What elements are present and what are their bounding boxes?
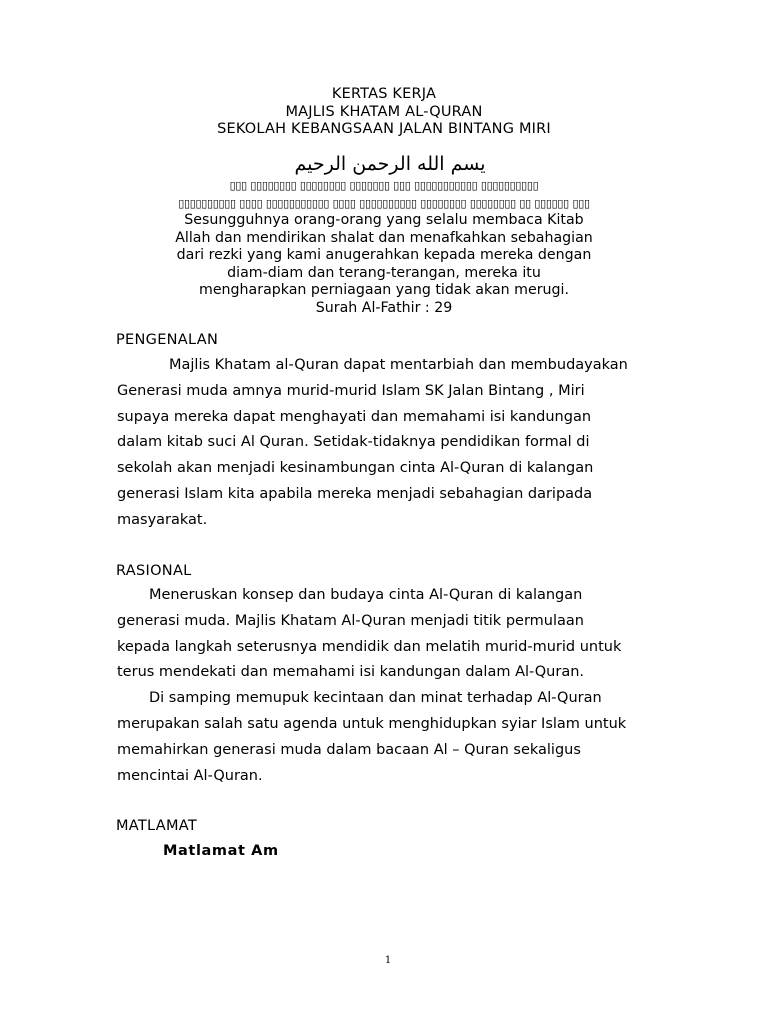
paragraph-line: merupakan salah satu agenda untuk menghidupkan syiar Islam untuk bbox=[117, 715, 627, 732]
paragraph-line: Generasi muda amnya murid-murid Islam SK Jalan Bintang , Miri bbox=[117, 382, 585, 399]
verse-translation bbox=[0, 212, 768, 317]
verse-line: diam-diam dan terang-terangan, mereka itu bbox=[227, 264, 541, 281]
verse-line: Sesungguhnya orang-orang yang selalu membaca Kitab bbox=[184, 212, 584, 228]
verse-line: dari rezki yang kami anugerahkan kepada mereka dengan bbox=[176, 247, 592, 263]
section-heading-rasional: RASIONAL bbox=[116, 563, 192, 579]
unrendered-arabic-verse-line-1: ▯▯▯ ▯▯▯▯▯▯▯▯ ▯▯▯▯▯▯▯▯ ▯▯▯▯▯▯▯ ▯▯▯ ▯▯▯▯▯▯▯▯▯▯▯ ▯▯▯▯▯▯▯▯▯▯ bbox=[229, 179, 539, 192]
paragraph-line: supaya mereka dapat menghayati dan memahami isi kandungan bbox=[117, 408, 592, 425]
paragraph-line: masyarakat. bbox=[117, 511, 208, 528]
unrendered-arabic-verse-line-2: ▯▯▯▯▯▯▯▯▯▯ ▯▯▯▯ ▯▯▯▯▯▯▯▯▯▯▯ ▯▯▯▯ ▯▯▯▯▯▯▯▯▯▯ ▯▯▯▯▯▯▯▯ ▯▯▯▯▯▯▯▯ ▯▯ ▯▯▯▯▯▯ ▯▯▯ bbox=[178, 197, 590, 210]
section-heading-matlamat: MATLAMAT bbox=[116, 818, 198, 834]
title-line-3: SEKOLAH KEBANGSAAN JALAN BINTANG MIRI bbox=[217, 121, 551, 137]
paragraph-line: memahirkan generasi muda dalam bacaan Al – Quran sekaligus bbox=[117, 741, 581, 758]
page-number: 1 bbox=[384, 955, 392, 966]
paragraph-line: generasi Islam kita apabila mereka menjadi sebahagian daripada bbox=[117, 485, 593, 502]
section-heading-pengenalan: PENGENALAN bbox=[116, 332, 219, 348]
paragraph-line: sekolah akan menjadi kesinambungan cinta Al-Quran di kalangan bbox=[117, 460, 594, 477]
paragraph-pengenalan bbox=[117, 353, 677, 534]
title-line-1: KERTAS KERJA bbox=[331, 86, 437, 102]
verse-line: Allah dan mendirikan shalat dan menafkahkan sebahagian bbox=[175, 229, 593, 246]
paragraph-line: mencintai Al-Quran. bbox=[117, 767, 263, 784]
paragraph-line: Meneruskan konsep dan budaya cinta Al-Quran di kalangan bbox=[149, 587, 583, 603]
paragraph-line: generasi muda. Majlis Khatam Al-Quran menjadi titik permulaan bbox=[117, 612, 584, 629]
title-line-2: MAJLIS KHATAM AL-QURAN bbox=[285, 103, 483, 120]
document-title bbox=[0, 86, 768, 139]
paragraph-rasional bbox=[117, 583, 677, 789]
subheading-matlamat-am: Matlamat Am bbox=[163, 843, 279, 859]
paragraph-line: dalam kitab suci Al Quran. Setidak-tidaknya pendidikan formal di bbox=[117, 434, 590, 451]
verse-line: mengharapkan perniagaan yang tidak akan merugi. bbox=[199, 282, 569, 298]
verse-reference: Surah Al-Fathir : 29 bbox=[315, 299, 453, 316]
paragraph-line: kepada langkah seterusnya mendidik dan melatih murid-murid untuk bbox=[117, 638, 622, 655]
paragraph-line: Majlis Khatam al-Quran dapat mentarbiah dan membudayakan bbox=[169, 357, 628, 373]
bismillah-heading: يسم الله الرحمن الرحيم bbox=[294, 153, 486, 175]
paragraph-line: terus mendekati dan memahami isi kandungan dalam Al-Quran. bbox=[117, 664, 585, 681]
paragraph-line: Di samping memupuk kecintaan dan minat terhadap Al-Quran bbox=[149, 690, 602, 707]
